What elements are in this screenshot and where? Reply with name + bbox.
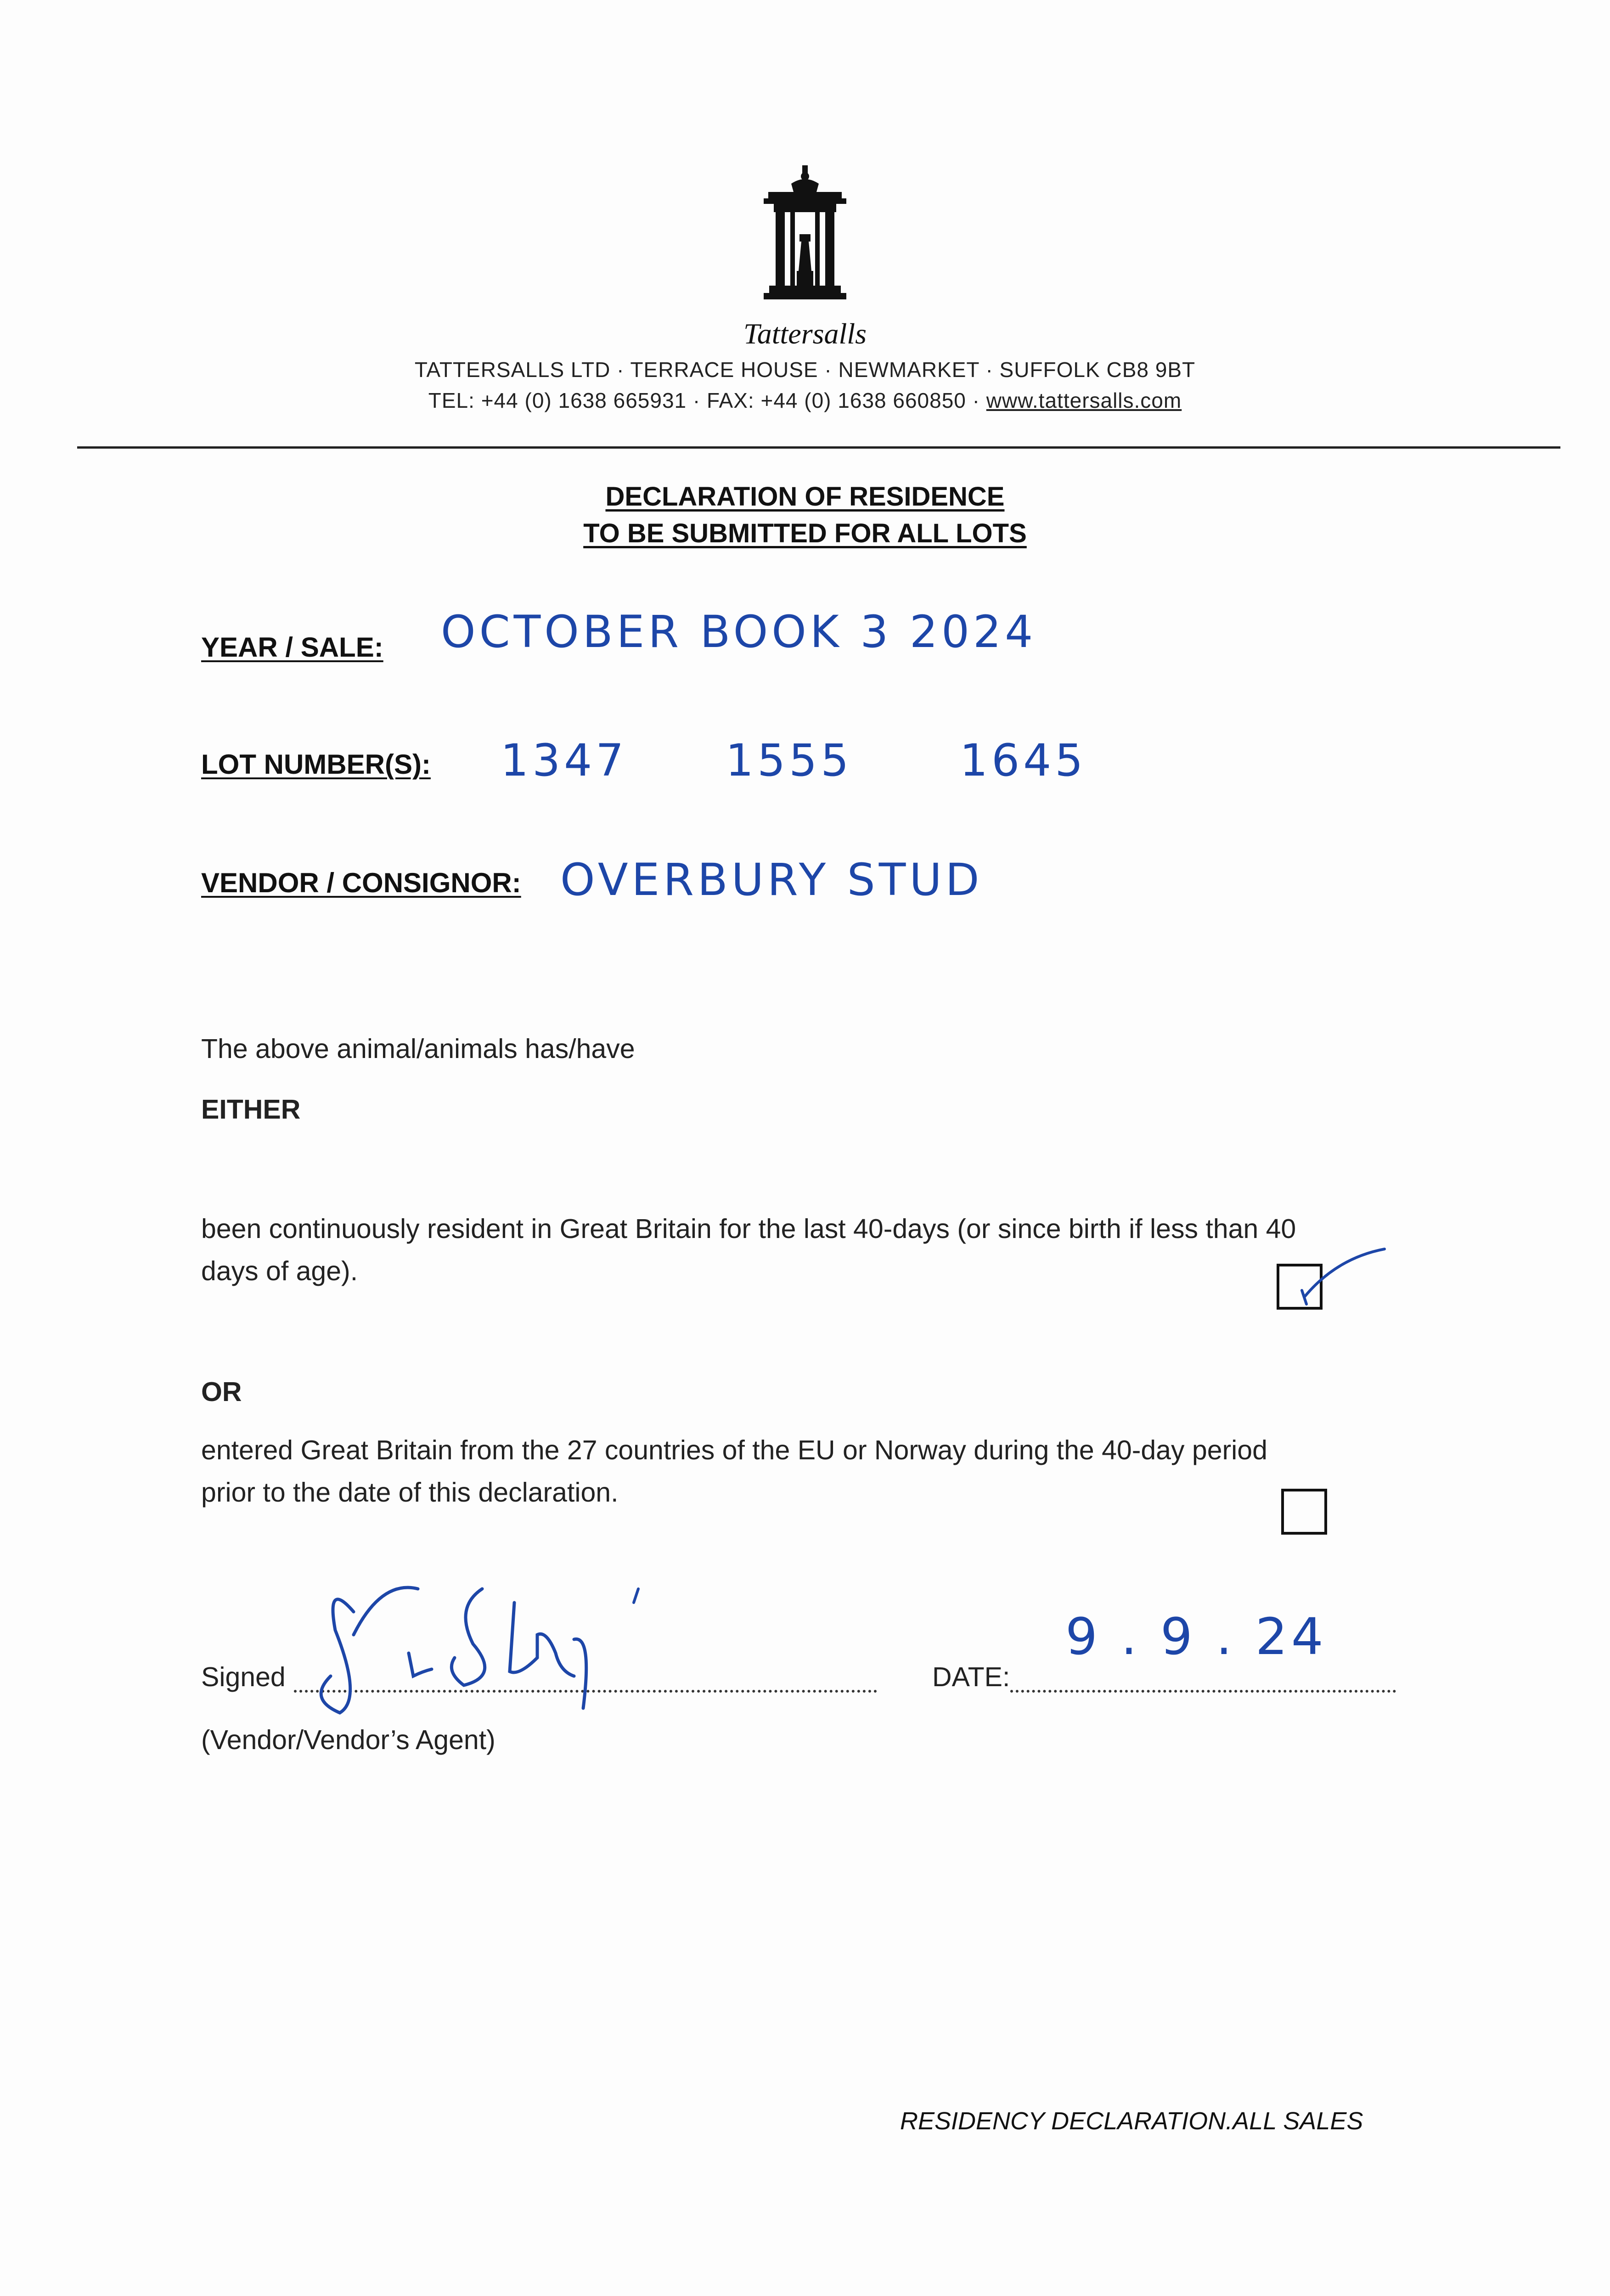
footer-reference: RESIDENCY DECLARATION.ALL SALES xyxy=(900,2107,1363,2135)
option2-line1: entered Great Britain from the 27 countries of the EU or Norway during the 40-day period xyxy=(201,1435,1267,1465)
option2-text xyxy=(201,1429,1267,1514)
option1-text xyxy=(201,1208,1296,1292)
signed-label: Signed xyxy=(201,1662,286,1692)
vendor-value: OVERBURY STUD xyxy=(560,854,983,906)
address-line: TATTERSALLS LTD · TERRACE HOUSE · NEWMARKET · SUFFOLK CB8 9BT xyxy=(414,358,1196,382)
option1-line1: been continuously resident in Great Britain for the last 40-days (or since birth if less than 40 xyxy=(201,1214,1296,1244)
rotunda-icon xyxy=(736,165,874,317)
either-label: EITHER xyxy=(201,1094,301,1125)
handwritten-signature xyxy=(298,1561,712,1736)
option2-checkbox[interactable] xyxy=(1281,1489,1327,1535)
date-label: DATE: xyxy=(932,1662,1010,1692)
website-link[interactable]: www.tattersalls.com xyxy=(986,388,1182,412)
header-divider xyxy=(77,446,1560,449)
year-sale-label: YEAR / SALE: xyxy=(201,632,383,663)
contact-phone-fax: TEL: +44 (0) 1638 665931 · FAX: +44 (0) 1638 660850 · xyxy=(428,388,986,412)
date-value: 9 . 9 . 24 xyxy=(1065,1607,1327,1666)
option1-line2: days of age). xyxy=(201,1256,358,1286)
lot-number: 1347 xyxy=(501,735,628,786)
or-label: OR xyxy=(201,1377,242,1407)
option2-line2: prior to the date of this declaration. xyxy=(201,1477,619,1508)
vendor-label: VENDOR / CONSIGNOR: xyxy=(201,867,521,898)
document-title: DECLARATION OF RESIDENCE xyxy=(605,482,1005,512)
year-sale-value: OCTOBER BOOK 3 2024 xyxy=(441,606,1037,658)
statement-intro: The above animal/animals has/have xyxy=(201,1034,635,1064)
contact-line xyxy=(0,388,1610,413)
lot-number: 1555 xyxy=(726,735,853,786)
document-subtitle: TO BE SUBMITTED FOR ALL LOTS xyxy=(583,518,1027,548)
lot-numbers-label: LOT NUMBER(S): xyxy=(201,749,431,780)
brand-name: Tattersalls xyxy=(743,317,867,350)
tattersalls-logo xyxy=(736,165,874,317)
lot-number: 1645 xyxy=(960,735,1087,786)
handwritten-check-icon xyxy=(1281,1240,1391,1332)
signatory-role: (Vendor/Vendor’s Agent) xyxy=(201,1725,495,1755)
date-line xyxy=(1010,1690,1396,1693)
